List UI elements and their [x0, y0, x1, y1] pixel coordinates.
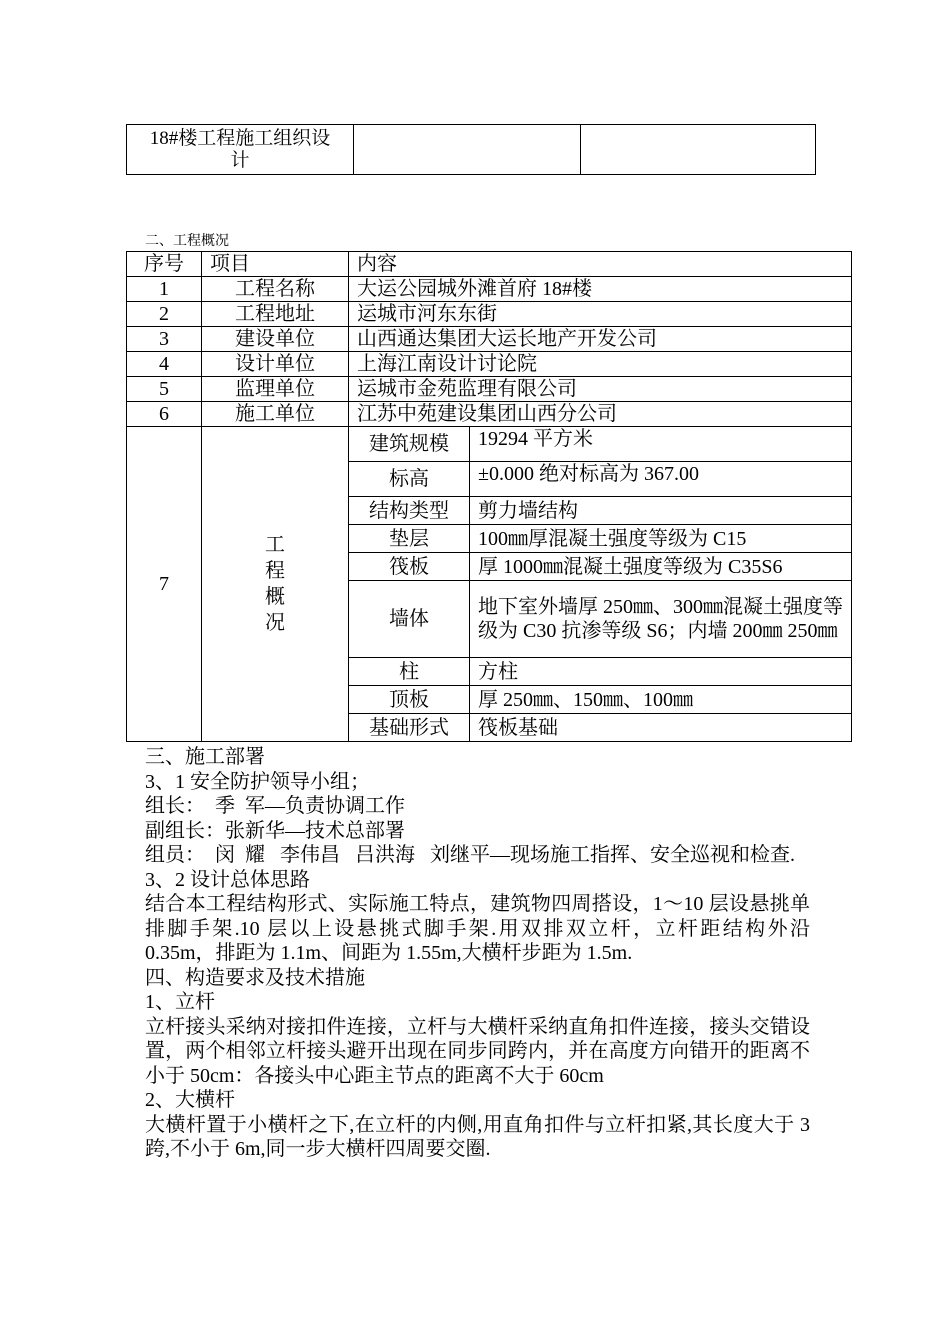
section-4-title: 四、构造要求及技术措施: [145, 966, 365, 989]
table-row: [127, 352, 852, 377]
row-item: 施工单位: [202, 402, 349, 427]
header-table-row: [127, 125, 816, 175]
row-item-label: 工程概况: [265, 534, 285, 634]
table-row: [127, 402, 852, 427]
subsection-4-2: 2、大横杆: [145, 1089, 235, 1111]
sub-label: 顶板: [349, 686, 470, 714]
leader-line: 组长： 季 军—负责协调工作: [145, 795, 405, 817]
table-header-row: [127, 252, 852, 277]
header-content: 内容: [349, 252, 852, 277]
table-row: [127, 427, 852, 462]
sub-value: ±0.000 绝对标高为 367.00: [470, 462, 852, 497]
project-title-text: 18#楼工程施工组织设计: [149, 127, 331, 171]
row-item: 设计单位: [202, 352, 349, 377]
sub-value: 19294 平方米: [470, 427, 852, 462]
sub-label: 标高: [349, 462, 470, 497]
header-item: 项目: [202, 252, 349, 277]
row-no: 4: [127, 352, 202, 377]
table-row: [127, 327, 852, 352]
row-no: 7: [127, 427, 202, 742]
empty-cell: [581, 125, 816, 175]
members-line: 组员： 闵 耀 李伟昌 吕洪海 刘继平—现场施工指挥、安全巡视和检查.: [145, 844, 795, 866]
section-2-title: 二、工程概况: [145, 234, 229, 249]
row-no: 5: [127, 377, 202, 402]
row-item: 建设单位: [202, 327, 349, 352]
row-no: 1: [127, 277, 202, 302]
sub-value: 厚 250㎜、150㎜、100㎜: [470, 686, 852, 714]
row-content: 江苏中苑建设集团山西分公司: [349, 402, 852, 427]
row-item: 监理单位: [202, 377, 349, 402]
sub-label: 结构类型: [349, 497, 470, 525]
sub-label: 建筑规模: [349, 427, 470, 462]
sub-label: 墙体: [349, 581, 470, 658]
row-content: 运城市金苑监理有限公司: [349, 377, 852, 402]
row-content: 山西通达集团大运长地产开发公司: [349, 327, 852, 352]
sub-label: 柱: [349, 658, 470, 686]
row-content: 上海江南设计讨论院: [349, 352, 852, 377]
section-3-title: 三、施工部署: [145, 746, 265, 768]
table-row: [127, 377, 852, 402]
sub-value: 厚 1000㎜混凝土强度等级为 C35S6: [470, 553, 852, 581]
row-no: 6: [127, 402, 202, 427]
header-table: [126, 124, 816, 175]
sub-value: 方柱: [470, 658, 852, 686]
row-no: 2: [127, 302, 202, 327]
row-item: 工程名称: [202, 277, 349, 302]
sub-value: 剪力墙结构: [470, 497, 852, 525]
table-row: [127, 277, 852, 302]
overview-table: [126, 251, 852, 742]
sub-label: 垫层: [349, 525, 470, 553]
row-content: 运城市河东东街: [349, 302, 852, 327]
pole-paragraph: 立杆接头采纳对接扣件连接，立杆与大横杆采纳直角扣件连接，接头交错设置，两个相邻立杆接头避开出现在同步同跨内，并在高度方向错开的距离不小于 50cm：各接头中心距主节点的距离不大于 60cm: [145, 1015, 810, 1087]
design-idea-paragraph: 结合本工程结构形式、实际施工特点，建筑物四周搭设，1～10 层设悬挑单排脚手架.10 层以上设悬挑式脚手架.用双排双立杆，立杆距结构外沿 0.35m，排距为 1.1m、间距为 1.55m,大横杆步距为 1.5m.: [145, 893, 810, 964]
project-title-cell: [127, 125, 354, 175]
sub-value: 筏板基础: [470, 714, 852, 742]
row-item: 工程地址: [202, 302, 349, 327]
row-item-vertical: [202, 427, 349, 742]
subsection-3-1: 3、1 安全防护领导小组；: [145, 770, 370, 793]
vice-leader-line: 副组长：张新华—技术总部署: [145, 819, 405, 842]
bar-paragraph: 大横杆置于小横杆之下,在立杆的内侧,用直角扣件与立杆扣紧,其长度大于 3 跨,不小于 6m,同一步大横杆四周要交圈.: [145, 1113, 810, 1160]
sub-label: 筏板: [349, 553, 470, 581]
table-row: [127, 302, 852, 327]
sub-label: 基础形式: [349, 714, 470, 742]
header-no: 序号: [127, 252, 202, 277]
subsection-4-1: 1、立杆: [145, 991, 215, 1013]
body-text: [145, 745, 810, 1162]
row-no: 3: [127, 327, 202, 352]
row-content: 大运公园城外滩首府 18#楼: [349, 277, 852, 302]
sub-value: 地下室外墙厚 250㎜、300㎜混凝土强度等级为 C30 抗渗等级 S6；内墙 200㎜ 250㎜: [470, 581, 852, 658]
sub-value: 100㎜厚混凝土强度等级为 C15: [470, 525, 852, 553]
subsection-3-2: 3、2 设计总体思路: [145, 868, 310, 891]
empty-cell: [354, 125, 581, 175]
